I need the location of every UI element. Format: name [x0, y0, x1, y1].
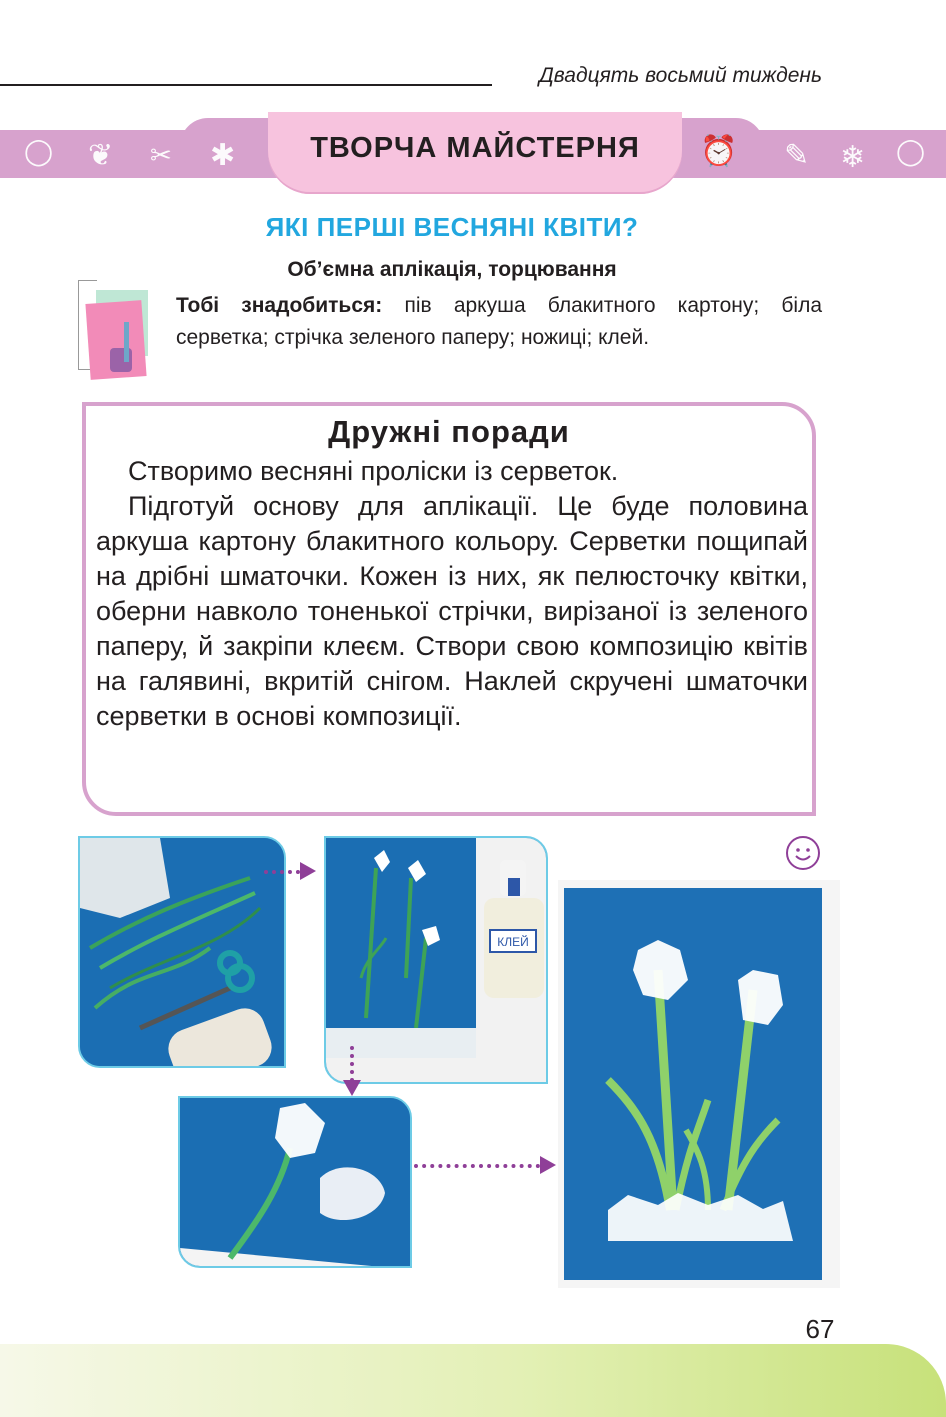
glue-label: КЛЕЙ: [497, 935, 529, 949]
brush-icon: [124, 322, 129, 362]
leaf-icon: ❦: [88, 139, 114, 172]
lesson-question-title: ЯКІ ПЕРШІ ВЕСНЯНІ КВІТИ?: [265, 212, 639, 242]
lesson-subtitle: Об’ємна аплікація, торцювання: [287, 258, 617, 281]
advice-paragraph-2: Підготуй основу для аплікації. Це буде половина аркуша картону блакитного кольору. Серветки пощипай на дрібні шматочки. Кожен із них, як пелюсточку квітки, оберни навколо тоненької стрічки, вирізаної із зеленого паперу, й закріпи клеєм. Створи свою композицію квітів на галявині, вкритій снігом. Наклей скручені шматочки серветки в основі композиції.: [96, 491, 808, 731]
photo-step-1: [78, 836, 286, 1068]
page-number: 67: [805, 1314, 835, 1344]
header-rule: [0, 84, 492, 86]
banner-title: ТВОРЧА МАЙСТЕРНЯ: [310, 132, 640, 164]
materials-list: пів аркуша блакитного картону; біла серветка; стрічка зеленого паперу; ножиці; клей.: [176, 294, 823, 349]
alarm-clock-icon: ⏰: [700, 135, 738, 168]
smiley-icon: [786, 836, 820, 870]
advice-title: Дружні поради: [328, 414, 570, 449]
photo-step-2: [324, 836, 548, 1084]
footer-band: [0, 1344, 946, 1417]
week-label: Двадцять восьмий тиждень: [539, 64, 822, 87]
advice-paragraph-1: Створимо весняні проліски із серветок.: [128, 456, 619, 486]
circle-decoration-icon: ◯: [896, 136, 926, 166]
arrow-step-2-3: [350, 1046, 354, 1082]
photo-finished-composition: [558, 880, 840, 1288]
scissors-icon: ✂: [150, 140, 172, 170]
snowflake-icon: ✱: [210, 139, 236, 172]
arrow-head-icon: [540, 1156, 556, 1174]
materials-label: Тобі знадобиться:: [176, 294, 383, 317]
materials-text: [176, 290, 822, 354]
advice-body: [96, 454, 808, 734]
arrow-head-icon: [343, 1080, 361, 1096]
pencil-icon: ✎: [784, 139, 810, 172]
snowflake-icon: ❄: [840, 141, 866, 174]
circle-decoration-icon: ◯: [24, 136, 54, 166]
arrow-step-1-2: [264, 870, 300, 874]
arrow-step-3-4: [414, 1164, 540, 1168]
photo-step-3: [178, 1096, 412, 1268]
arrow-head-icon: [300, 862, 316, 880]
